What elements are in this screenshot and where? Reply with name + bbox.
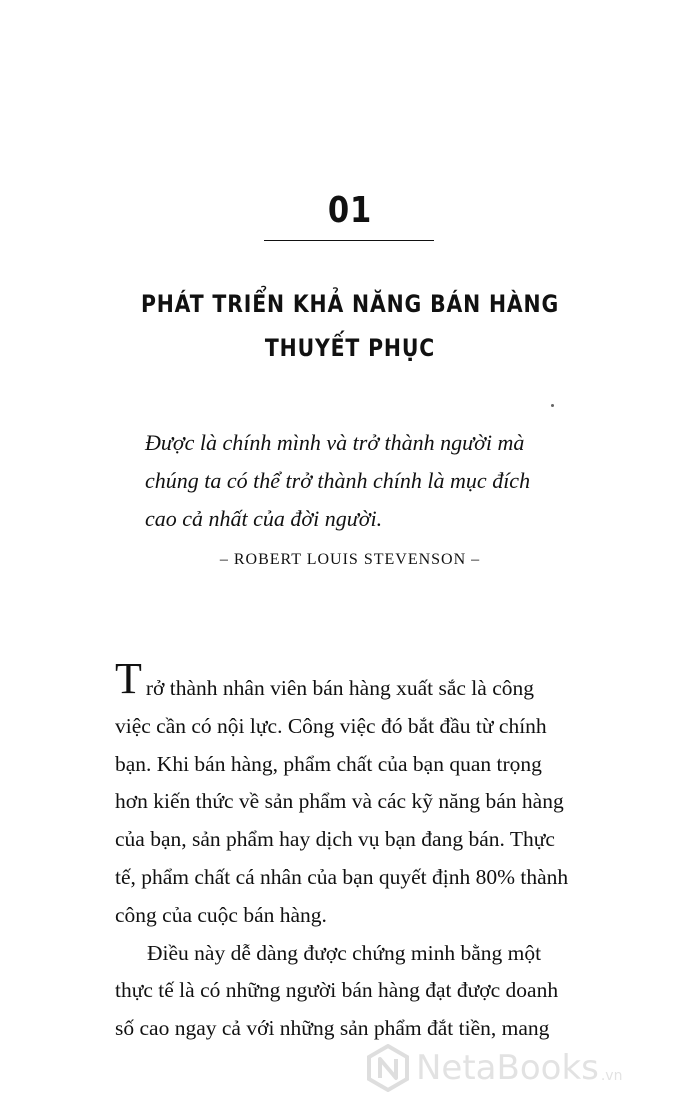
chapter-title [0, 282, 700, 370]
drop-cap: T [115, 654, 142, 703]
chapter-number: 01 [327, 190, 373, 231]
chapter-title-line: THUYẾT PHỤC [264, 334, 436, 362]
body-line: công của cuộc bán hàng. [115, 902, 327, 927]
epigraph-author: – ROBERT LOUIS STEVENSON – [219, 551, 481, 568]
body-line: Điều này dễ dàng được chứng minh bằng một [147, 940, 542, 965]
body-line [115, 654, 611, 708]
watermark-text: NetaBooks [416, 1048, 599, 1088]
body-line: hơn kiến thức về sản phẩm và các kỹ năng bán hàng [115, 789, 564, 814]
epigraph-line: Được là chính mình và trở thành người mà [145, 430, 525, 455]
netabooks-logo-icon [366, 1044, 410, 1092]
body-line: thực tế là có những người bán hàng đạt được doanh [115, 978, 559, 1003]
body-line: việc cần có nội lực. Công việc đó bắt đầu từ chính [115, 713, 547, 738]
epigraph-quote [145, 424, 615, 538]
body-line: bạn. Khi bán hàng, phẩm chất của bạn quan trọng [115, 751, 542, 776]
netabooks-watermark [366, 1044, 622, 1092]
chapter-title-line: PHÁT TRIỂN KHẢ NĂNG BÁN HÀNG [140, 290, 560, 318]
watermark-suffix: .vn [600, 1068, 623, 1084]
body-line: số cao ngay cả với những sản phẩm đắt tiền, mang [115, 1016, 550, 1041]
epigraph-line: cao cả nhất của đời người. [145, 506, 383, 531]
body-text [115, 654, 611, 1048]
body-line-text: rở thành nhân viên bán hàng xuất sắc là công [145, 676, 534, 700]
epigraph-line: chúng ta có thể trở thành chính là mục đích [145, 468, 531, 493]
chapter-divider [264, 240, 434, 241]
body-line: tế, phẩm chất cá nhân của bạn quyết định 80% thành [115, 864, 569, 889]
body-line: của bạn, sản phẩm hay dịch vụ bạn đang bán. Thực [115, 827, 555, 852]
print-speck [551, 404, 554, 407]
